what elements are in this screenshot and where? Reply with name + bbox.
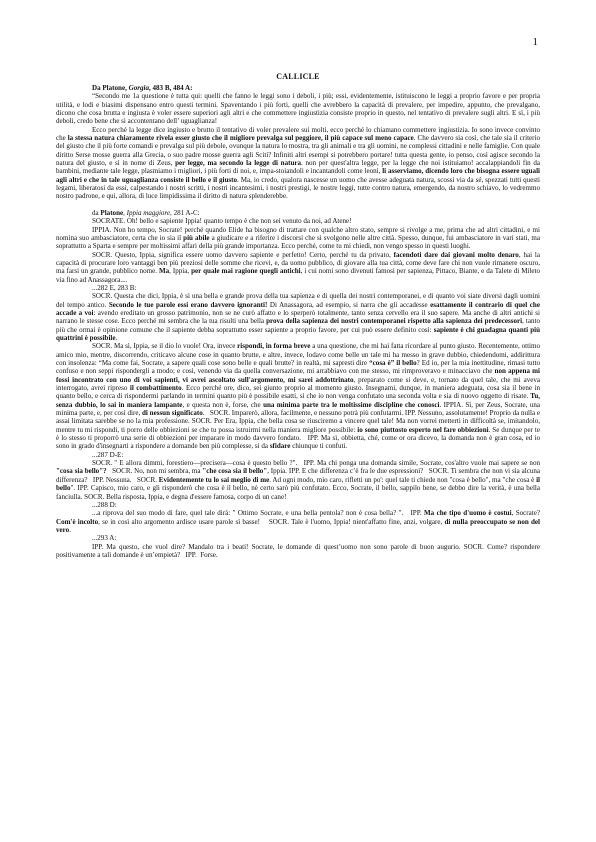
passage-reference: ...282 E, 283 B: <box>92 283 137 292</box>
source-citation: da Platone, Ippia maggiore, 281 A-C: <box>92 208 200 217</box>
paragraph: SOCR. " E allora dimmi, forestiero—precisera—cosa è questo bello ?". IPP. Ma chi ponga una domanda simile, Socrate, cos'altro vuole mai sapere se non "cosa sia bello"? SOCR. No, non mi sembra, ma "che cosa sia il bello", Ippia. IPP. E che differenza c’è fra le due espressioni? SOCR. Ti sembra che non vi sia alcuna differenza? IPP. Nessuna. SOCR. Evidentemente tu lo sai meglio di me. Ad ogni modo, mio caro, rifletti un po': quel tale ti chiede non "cosa è bello", ma "che cosa è il bello". IPP. Capisco, mio caro, e gli risponderò che cosa è il bello, nè certo sarò più confutato. Ecco, Socrate, il bello, sappilo bene, se debbo dire la verità, è una bella fanciulla. SOCR. Bella risposta, Ippia, e degna d'essere famosa, corpo di un cane! <box>56 459 541 501</box>
passage-reference: ...293 A: <box>92 534 117 543</box>
document-body <box>56 84 540 559</box>
paragraph: IPP. Ma questo, che vuol dire? Mandalo tra i beati! Socrate, le domande di quest’uomo non sono parole di buon augurio. SOCR. Come? rispondere positivamente a tali domande è un’empietà? IPP. Forse. <box>56 542 540 559</box>
source-citation: Da Platone, Gorgia, 483 B, 484 A: <box>92 84 193 92</box>
page-number: 1 <box>532 36 538 48</box>
document-title: CALLICLE <box>276 72 320 81</box>
paragraph: “Secondo me 1a questione è tutta qui: quelli che fanno le leggi sono i deboli, i più; essi, evidentemente, istituiscono le leggi a proprio favore e per propria utilità, e lodi e biasimi dispensano entro questi termini. Spaventando i più forti, quelli che avrebbero la capacità di prevalere, per impedire, appunto, che prevalgano, dicono che cosa brutta e ingiusta è voler essere superiori agli altri e che commettere ingiustizia consiste proprio in questo, nel tentativo di prevalere sugli altri. E sì, i più deboli, credo bene che si accontentano dell’ uguaglianza! <box>56 92 540 126</box>
paragraph: SOCR. Questo, Ippia, significa essere uomo davvero sapiente e perfetto! Certo, perché tu da privato, facendoti dare dai giovani molto denaro, hai la capacità di procurare loro vantaggi ben più preziosi delle somme che ricevi, e, da uomo pubblico, di giovare alla tua città, come deve fare chi non vuole rimanere oscuro, ma farsi un grande, pubblico nome. Ma, Ippia, per quale mai ragione quegli antichi, i cui nomi sono divenuti famosi per sapienza, Pittaco, Biante, e da Talete di Mileto via fino ad Anassagora.... <box>56 250 541 284</box>
paragraph: ...a riprova del suo modo di fare, quel tale dirà: " Ottimo Socrate, e una bella pentola? non è cosa bella? ". IPP. Ma che tipo d'uomo è costui, Socrate? Com'è incolto, se in così alto argomento ardisce usare parole sì basse! SOCR. Tale è l'uomo, Ippia! nient'affatto fine, anzi, volgare, di nulla preoccupato se non del vero. <box>56 509 541 534</box>
passage-reference: ...288 D: <box>92 500 117 509</box>
passage-reference: ...287 D-E: <box>92 450 124 459</box>
paragraph: IPPIA. Non ho tempo, Socrate! perché quando Elide ha bisogno di trattare con qualche altro stato, sempre si rivolge a me, prima che ad altri cittadini, e mi nomina suo ambasciatore, certa che io sia il più abile a giudicare e a riferire i discorsi che si svolgono nelle altre città. Spesso, dunque, fui ambasciatore in vari stati, ma soprattutto a Sparta e sempre per moltissimi affari della più grande importanza. Ecco perché, come tu mi chiedi, non vengo spesso in questi luoghi. <box>56 225 540 251</box>
paragraph: SOCR. Ma sì, Ippia, se il dio lo vuole! Ora, invece rispondi, in forma breve a una questione, che mi hai fatta ricordare al punto giusto. Recentemente, ottimo amico mio, mentre, discorrendo, criticavo alcune cose in quanto brutte, e altre, invece, lodavo come belle un tale mi ha messo in grave dubbio, chiedendomi, addirittura con insolenza: “Ma come fai, Socrate, a sapere quali cose sono belle e quali brutte? in realtà, mi sapresti dire “cosa è” il bello? Ed io, per la mia inettitudine, rimasi tutto confuso e non seppi rispondergli a modo; e così, venendo via da quella conversazione, mi arrabbiavo con me stesso, mi rimproveravo e minacciavo che non appena mi fossi incontrato con uno di voi sapienti, vi avrei ascoltato sull'argomento, mi sarei addottrinato, preparato come si deve, e, tornato da quel tale, che mi aveva interrogato, avrei ripreso il combattimento. Ecco perché ore, dico, sei giunto proprio al momento giusto. Insegnami, dunque, in maniera adeguata, cosa sia il bene in quanto bello, e cerca di rispondermi parlando in termini quanto più è possibile esatti, sì che io non venga confutato una seconda volta e sia di nuovo oggetto di risate. Tu, senza dubbio, lo sai in maniera lampante, e questa non è, forse, che una minima parte tra le moltissime discipline che conosci. IPPIA. Sì, per Zeus, Socrate, una minima parte, e, per così dire, di nessun significato. SOCR. Imparerò, allora, facilmente, e nessuno potrà più confutarmi. IPP. Nessuno, assolutamente! Proprio da nulla e assai limitata sarebbe se no la mia professione. SOCR. Per Era, Ippia, che bella cosa se riusciremo a vincere quel tale! Ma non vorrei metterti in difficoltà se, imitandolo, mentre tu mi rispondi, ti porro delle obbiezioni se che tu possa istruirmi nella maniera migliore possibile: io sono piuttosto esperto nel fare obbiezioni. Se dunque per te è lo stesso ti proporrò una serie di obbiezioni per imparare in modo davvero fondato. IPP. Ma sì, obbietta, ché, come or ora dicevo, la domanda non è gran cosa, ed io sono in grado d'insegnarti a rispondere a domande ben più complesse, si da sfidare chiunque ti confuti. <box>56 342 540 451</box>
paragraph: SOCRATE. Oh! bello e sapiente Ippia! quanto tempo è che non sei venuto da noi, ad Atene! <box>92 217 352 226</box>
paragraph: Ecco perché la legge dice ingiusto e brutto il tentativo di voler prevalere sui molti, ecco perché lo chiamano commettere ingiustizia. Io sono invece convinto che la stessa natura chiaramente rivela esser giusto che il migliore prevalga sul peggiore, il più capace sul meno capace. Che davvero sia così, che tale sia il criterio del giusto che il più forte comandi e prevalga sul più debole, ovunque la natura lo mostra, tra gli animali e tra gli uomini, ne complessi cittadini e nelle famiglie. Con quale diritto Serse mosse guerra alla Grecia, o suo padre mosse guerra agli Sciti? Infiniti altri esempi si potrebbero portare! tutta questa gente, io penso, così agisce secondo la natura del giusto, e sì in nome di Zeus, per legge, ma secondo la legge di natura. non per quest'altra legge, per la legge che noi istituiamo! accalappiandoli fin da bambini, mediante tale legge, plasmiamo i migliori, i più forti di noi, e, impa-stoiandoli e incantandoli come leoni, li asserviamo, dicendo loro che bisogna essere uguali agli altri e che in tale uguaglianza consiste il bello e il giusto. Ma, io credo, qualora nascesse un uomo che avesse adeguata natura, scossi via da sé, spezzati tutti questi legami, liberatosi da essi, calpestando i nostri scritti, i nostri incantesimi, i nostri prestigi, le nostre leggi, tutte contro natura, emergendo, da nostro schiavo, lo vedremmo nostro padrone, e qui, allora, di luce limpidissima il diritto di natura splenderebbe. <box>56 125 541 201</box>
paragraph: SOCR. Questa che dici, Ippia, è sì una bella e grande prova della tua sapienza e di quella dei nostri contemporanei, e di quanto voi siate diversi dagli uomini del tempo antico. Secondo le tue parole essi erano davvero ignoranti! Di Anassagora, ad esempio, si narra che gli accadesse esattamente il contrario di quel che accade a voi: avendo ereditato un grosso patrimonio, non se ne curò affatto e lo sperperò totalmente, tanto senza cervello era il suo sapere. Ma anche di altri antichi si narrano le stesse cose. Ecco perché mi sembra che la tua risulti una bella prova della sapienza dei nostri contemporanei rispetto alla sapienza dei predecessori, tanto più che ormai è opinione comune che il sapiente debba soprattutto esser sapiente a proprio favore, per cui può essere definito così: sapiente è chi guadagna quanti più quattrini è possibile. <box>56 292 540 342</box>
